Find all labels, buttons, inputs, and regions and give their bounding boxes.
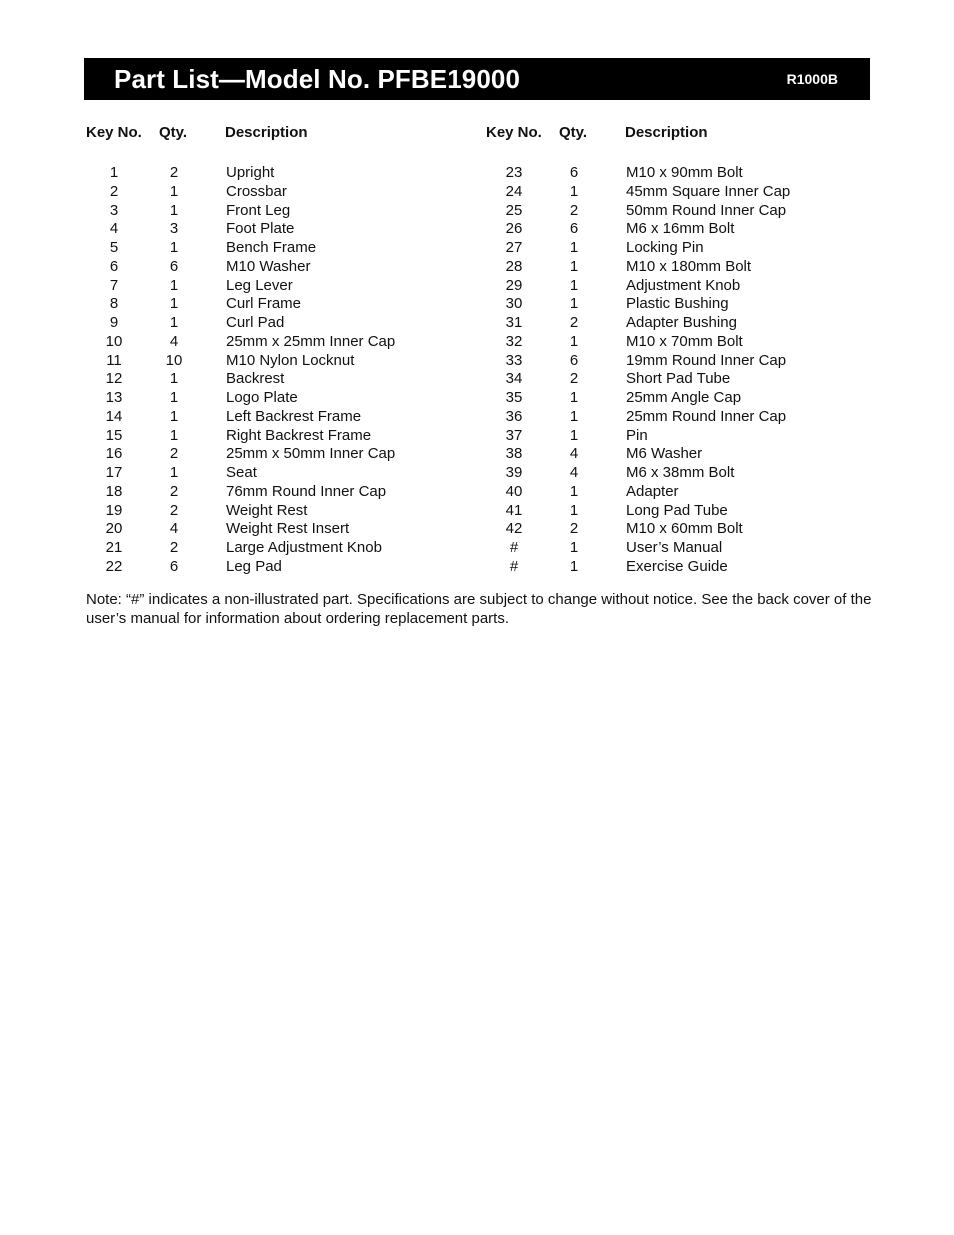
part-key-no: 2 [109, 182, 119, 200]
part-description: M10 x 70mm Bolt [626, 332, 743, 350]
table-row [486, 520, 886, 539]
part-key-no: 11 [106, 351, 122, 369]
part-qty: 1 [169, 295, 179, 313]
part-key-no: 30 [505, 295, 523, 313]
table-row [86, 483, 486, 502]
part-key-no: 17 [105, 464, 123, 481]
table-row [486, 539, 886, 558]
parts-list-right [486, 164, 886, 577]
part-description: Leg Lever [226, 276, 293, 294]
part-key-no: 23 [505, 164, 523, 181]
part-description: Large Adjustment Knob [226, 539, 382, 556]
header-qty: Qty. [159, 124, 188, 141]
part-description: Leg Pad [226, 557, 282, 575]
table-row [486, 483, 886, 502]
part-key-no: 21 [105, 539, 123, 556]
page-header [84, 58, 870, 100]
part-key-no: 24 [505, 182, 523, 200]
part-description: Crossbar [226, 182, 287, 200]
part-key-no: 9 [109, 314, 119, 331]
part-description: M10 Nylon Locknut [226, 351, 355, 369]
part-qty: 1 [569, 557, 579, 575]
part-description: 25mm x 25mm Inner Cap [226, 332, 396, 350]
part-key-no: 16 [105, 445, 123, 463]
part-key-no: 15 [105, 426, 123, 444]
part-qty: 2 [169, 539, 179, 556]
part-description: Front Leg [226, 201, 291, 219]
table-row [486, 389, 886, 408]
part-key-no: 20 [105, 520, 123, 538]
part-description: M6 x 16mm Bolt [626, 220, 735, 238]
part-qty: 6 [569, 220, 579, 238]
part-key-no: 6 [109, 257, 119, 275]
part-description: Logo Plate [226, 389, 298, 406]
table-row [86, 220, 486, 239]
part-description: Backrest [226, 370, 285, 388]
table-row [486, 239, 886, 258]
table-row [86, 558, 486, 577]
part-description: 19mm Round Inner Cap [626, 351, 787, 369]
part-key-no: 42 [505, 520, 523, 538]
part-qty: 1 [569, 426, 579, 444]
part-qty: 1 [169, 314, 179, 331]
part-qty: 1 [569, 257, 579, 275]
part-qty: 2 [569, 520, 579, 538]
part-description: Foot Plate [226, 220, 295, 238]
part-key-no: # [509, 539, 519, 556]
table-row [486, 427, 886, 446]
table-row [86, 295, 486, 314]
page-title: Part List—Model No. PFBE19000 [114, 64, 521, 94]
table-row [86, 520, 486, 539]
table-row [486, 352, 886, 371]
part-description: 76mm Round Inner Cap [226, 482, 387, 500]
part-qty: 6 [169, 257, 179, 275]
table-row [86, 164, 486, 183]
part-key-no: 34 [505, 370, 523, 388]
table-row [486, 220, 886, 239]
part-qty: 2 [569, 370, 579, 388]
table-row [486, 502, 886, 521]
part-key-no: 29 [505, 276, 523, 294]
part-key-no: 14 [105, 407, 123, 425]
part-description: Bench Frame [226, 239, 317, 256]
part-qty: 1 [169, 276, 179, 294]
part-description: 45mm Square Inner Cap [626, 182, 791, 200]
part-qty: 1 [169, 426, 179, 444]
part-qty: 1 [569, 332, 579, 350]
part-description: Long Pad Tube [626, 501, 728, 519]
part-description: Locking Pin [626, 239, 704, 256]
part-qty: 1 [569, 276, 579, 294]
table-row [86, 333, 486, 352]
table-row [486, 183, 886, 202]
table-row [86, 389, 486, 408]
part-description: Plastic Bushing [626, 295, 729, 313]
table-row [486, 202, 886, 221]
part-description: 50mm Round Inner Cap [626, 201, 787, 219]
part-description: Right Backrest Frame [226, 426, 372, 444]
part-description: Upright [226, 164, 275, 181]
part-qty: 1 [169, 389, 179, 406]
header-key-no: Key No. [86, 124, 142, 141]
part-key-no: 10 [105, 332, 123, 350]
table-row [86, 239, 486, 258]
table-row [86, 183, 486, 202]
part-key-no: 25 [505, 201, 523, 219]
part-qty: 1 [169, 407, 179, 425]
part-qty: 4 [569, 464, 579, 481]
part-key-no: 28 [505, 257, 523, 275]
part-key-no: 31 [505, 314, 523, 331]
part-qty: 2 [569, 314, 579, 331]
part-description: M10 x 60mm Bolt [626, 520, 743, 538]
part-qty: 2 [569, 201, 579, 219]
part-qty: 1 [169, 370, 179, 388]
part-description: M6 x 38mm Bolt [626, 464, 735, 481]
part-qty: 3 [169, 220, 179, 238]
table-row [86, 539, 486, 558]
part-description: User’s Manual [626, 539, 723, 556]
part-key-no: 38 [505, 445, 523, 463]
part-description: Curl Pad [226, 314, 285, 331]
part-key-no: 7 [109, 276, 119, 294]
header-key-no: Key No. [486, 124, 542, 141]
part-key-no: 36 [505, 407, 523, 425]
part-qty: 6 [569, 164, 579, 181]
part-description: Adjustment Knob [626, 276, 741, 294]
table-row [86, 352, 486, 371]
part-key-no: 1 [109, 164, 119, 181]
part-qty: 1 [169, 464, 179, 481]
header-description: Description [625, 124, 708, 141]
table-row [86, 277, 486, 296]
part-description: Left Backrest Frame [226, 407, 362, 425]
part-qty: 2 [169, 445, 179, 463]
part-qty: 6 [169, 557, 179, 575]
table-row [86, 445, 486, 464]
table-row [486, 464, 886, 483]
part-key-no: 12 [105, 370, 123, 388]
part-qty: 1 [569, 389, 579, 406]
part-qty: 6 [569, 351, 579, 369]
part-description: 25mm Angle Cap [626, 389, 742, 406]
column-headers [486, 124, 886, 144]
header-qty: Qty. [559, 124, 588, 141]
part-description: M10 x 90mm Bolt [626, 164, 743, 181]
part-qty: 1 [169, 182, 179, 200]
parts-list-left [86, 164, 486, 577]
column-headers [86, 124, 486, 144]
part-key-no: 41 [505, 501, 523, 519]
part-qty: 2 [169, 482, 179, 500]
part-key-no: 18 [105, 482, 123, 500]
part-description: M6 Washer [626, 445, 703, 463]
table-row [486, 445, 886, 464]
table-row [86, 370, 486, 389]
table-row [486, 277, 886, 296]
part-key-no: 26 [505, 220, 523, 238]
part-description: Pin [626, 426, 648, 444]
part-description: M10 Washer [226, 257, 311, 275]
part-description: Curl Frame [226, 295, 302, 313]
part-description: 25mm x 50mm Inner Cap [226, 445, 396, 463]
document-code: R1000B [786, 71, 838, 87]
part-qty: 2 [169, 164, 179, 181]
table-row [486, 295, 886, 314]
part-qty: 1 [569, 239, 579, 256]
part-description: Seat [226, 464, 257, 481]
table-row [86, 314, 486, 333]
parts-column-right [486, 124, 886, 575]
part-qty: 2 [169, 501, 179, 519]
part-key-no: 32 [505, 332, 523, 350]
part-qty: 1 [569, 295, 579, 313]
part-description: Exercise Guide [626, 557, 728, 575]
part-qty: 1 [569, 539, 579, 556]
part-description: Weight Rest [226, 501, 308, 519]
part-qty: 4 [169, 332, 179, 350]
part-qty: 1 [569, 482, 579, 500]
part-qty: 1 [569, 501, 579, 519]
table-row [86, 258, 486, 277]
table-row [486, 370, 886, 389]
part-qty: 1 [569, 182, 579, 200]
part-description: Short Pad Tube [626, 370, 731, 388]
part-description: Weight Rest Insert [226, 520, 350, 538]
table-row [86, 408, 486, 427]
table-row [86, 464, 486, 483]
part-key-no: # [509, 557, 519, 575]
table-row [86, 427, 486, 446]
table-row [486, 314, 886, 333]
part-key-no: 13 [105, 389, 123, 406]
part-key-no: 4 [109, 220, 119, 238]
part-key-no: 40 [505, 482, 523, 500]
part-key-no: 35 [505, 389, 523, 406]
table-row [486, 408, 886, 427]
part-key-no: 8 [109, 295, 119, 313]
part-key-no: 33 [505, 351, 523, 369]
table-row [86, 202, 486, 221]
part-qty: 4 [169, 520, 179, 538]
table-row [486, 258, 886, 277]
table-row [86, 502, 486, 521]
part-key-no: 3 [109, 201, 119, 219]
part-key-no: 5 [109, 239, 119, 256]
part-qty: 1 [569, 407, 579, 425]
part-key-no: 27 [505, 239, 523, 256]
table-row [486, 164, 886, 183]
part-qty: 1 [169, 201, 179, 219]
part-key-no: 39 [505, 464, 523, 481]
part-description: Adapter [626, 482, 679, 500]
part-description: M10 x 180mm Bolt [626, 257, 752, 275]
footnote: Note: “#” indicates a non-illustrated part. Specifications are subject to change without notice. See the back cover of the user’s manual for information about ordering replacement parts. [86, 591, 872, 627]
parts-column-left [86, 124, 486, 575]
table-row [486, 558, 886, 577]
part-qty: 4 [569, 445, 579, 463]
part-qty: 1 [169, 239, 179, 256]
part-description: Adapter Bushing [626, 314, 737, 331]
part-description: 25mm Round Inner Cap [626, 407, 787, 425]
table-row [486, 333, 886, 352]
part-key-no: 37 [505, 426, 523, 444]
part-key-no: 22 [105, 557, 123, 575]
header-description: Description [225, 124, 308, 141]
part-key-no: 19 [105, 501, 123, 519]
part-qty: 10 [165, 351, 183, 369]
